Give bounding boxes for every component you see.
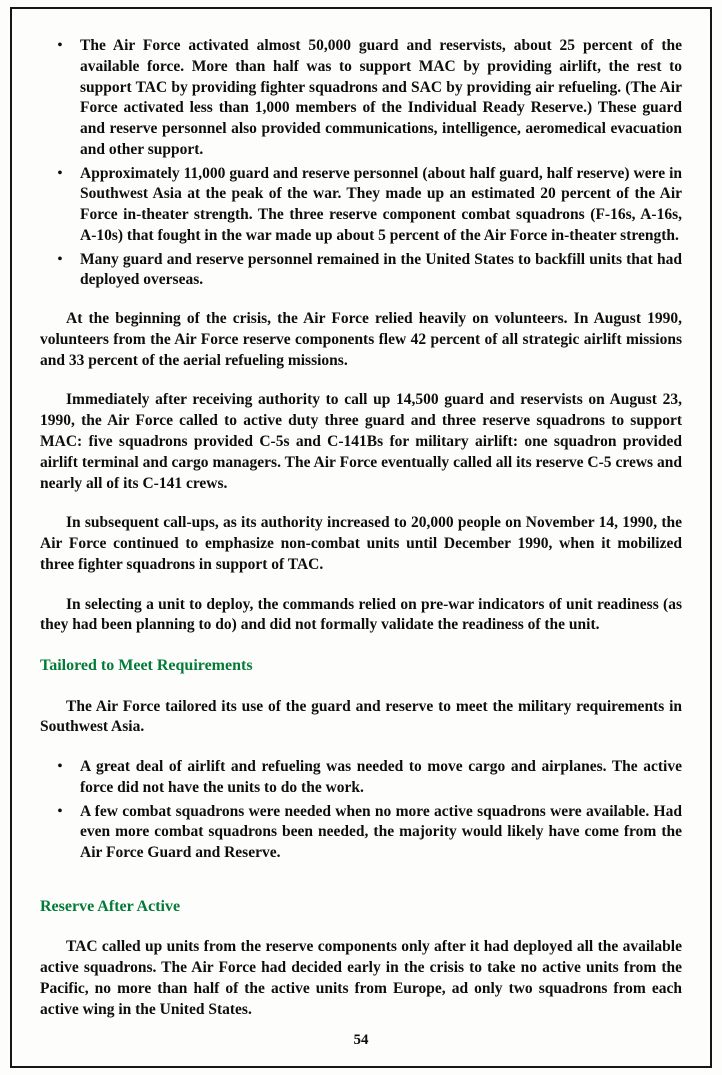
paragraph: The Air Force tailored its use of the guard and reserve to meet the military requirements in Southwest Asia.: [40, 697, 682, 736]
paragraph: At the beginning of the crisis, the Air Force relied heavily on volunteers. In August 1990, volunteers from the Air Force reserve components flew 42 percent of all strategic airlift missions and 33 percent of the aerial refueling missions.: [40, 310, 682, 369]
list-item-text: A great deal of airlift and refueling was needed to move cargo and airplanes. The active force did not have the units to do the work.: [80, 758, 682, 796]
section-heading-tailored: Tailored to Meet Requirements: [40, 657, 253, 675]
list-item-text: Many guard and reserve personnel remained in the United States to backfill units that had deployed overseas.: [80, 250, 682, 289]
section-heading-reserve: Reserve After Active: [40, 897, 181, 915]
list-item-text: A few combat squadrons were needed when no more active squadrons were available. Had even more combat squadrons been needed, the majority would likely have come from the Air Force Guard and Reserve.: [80, 802, 682, 862]
bullet-icon: •: [57, 38, 63, 53]
list-item-text: The Air Force activated almost 50,000 guard and reservists, about 25 percent of the available force. More than half was to support MAC by providing airlift, the rest to support TAC by providing fighter squadrons and SAC by providing air refueling. (The Air Force activated less than 1,000 members of the Individual Ready Reserve.) These guard and reserve personnel also provided communications, intelligence, aeromedical evacuation and other support.: [80, 37, 682, 158]
list-item: [40, 757, 682, 799]
bullet-list: [40, 36, 682, 291]
paragraph: Immediately after receiving authority to call up 14,500 guard and reservists on August 23, 1990, the Air Force called to active duty three guard and three reserve squadrons to support MAC: five squadrons provided C-5s and C-141Bs for military airlift: one squadron provided airlift terminal and cargo managers. The Air Force eventually called all its reserve C-5 crews and nearly all of its C-141 crews.: [40, 391, 682, 492]
list-item-text: Approximately 11,000 guard and reserve personnel (about half guard, half reserve) were in Southwest Asia at the peak of the war. They made up an estimated 20 percent of the Air Force in-theater strength. The three reserve component combat squadrons (F-16s, A-16s, A-10s) that fought in the war made up about 5 percent of the Air Force in-theater strength.: [80, 164, 682, 244]
list-item: [40, 250, 682, 292]
paragraph: TAC called up units from the reserve components only after it had deployed all the available active squadrons. The Air Force had decided early in the crisis to take no active units from the Pacific, no more than half of the active units from Europe, ad only two squadrons from each active wing in the United States.: [40, 938, 682, 1018]
list-item: [40, 36, 682, 161]
bullet-list: [40, 757, 682, 864]
bullet-icon: •: [57, 251, 63, 267]
list-item: [40, 802, 682, 864]
bullet-icon: •: [57, 165, 63, 181]
list-item: [40, 164, 682, 247]
page-number: 54: [353, 1032, 369, 1048]
bullet-icon: •: [57, 803, 63, 819]
paragraph: In selecting a unit to deploy, the commands relied on pre-war indicators of unit readiness (as they had been planning to do) and did not formally validate the readiness of the unit.: [40, 595, 682, 634]
page-content: [40, 36, 682, 1023]
bullet-icon: •: [57, 759, 63, 775]
paragraph: In subsequent call-ups, as its authority increased to 20,000 people on November 14, 1990, the Air Force continued to emphasize non-combat units until December 1990, when it mobilized three fighter squadrons in support of TAC.: [40, 514, 682, 573]
